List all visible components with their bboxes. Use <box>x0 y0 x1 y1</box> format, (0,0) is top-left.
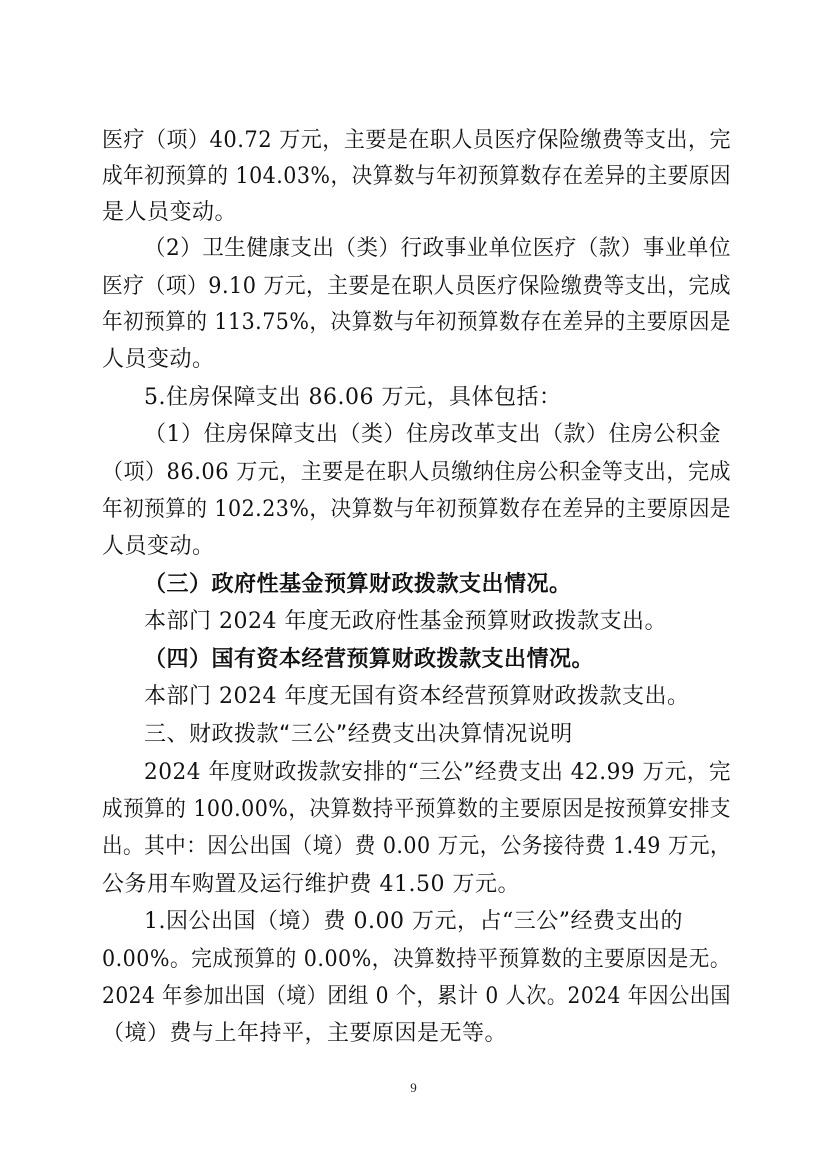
paragraph-line: 1.因公出国（境）费 0.00 万元，占“三公”经费支出的 <box>144 909 683 934</box>
paragraph-line: 成年初预算的 104.03%，决算数与年初预算数存在差异的主要原因 <box>102 164 732 189</box>
paragraph-line: （2）卫生健康支出（类）行政事业单位医疗（款）事业单位 <box>144 236 731 261</box>
paragraph-line: 本部门 2024 年度无政府性基金预算财政拨款支出。 <box>144 609 667 634</box>
paragraph-line: 年初预算的 102.23%，决算数与年初预算数存在差异的主要原因是 <box>102 497 732 522</box>
paragraph-line: 公务用车购置及运行维护费 41.50 万元。 <box>102 872 520 897</box>
paragraph-line: 年初预算的 113.75%，决算数与年初预算数存在差异的主要原因是 <box>102 310 732 335</box>
section-heading: 三、财政拨款“三公”经费支出决算情况说明 <box>144 722 573 747</box>
paragraph-line: 2024 年度财政拨款安排的“三公”经费支出 42.99 万元，完 <box>144 760 731 785</box>
paragraph-line: 本部门 2024 年度无国有资本经营预算财政拨款支出。 <box>144 684 690 709</box>
paragraph-line: 出。其中：因公出国（境）费 0.00 万元，公务接待费 1.49 万元， <box>102 834 732 859</box>
paragraph-line: 0.00%。完成预算的 0.00%，决算数持平预算数的主要原因是无。 <box>102 947 731 972</box>
page-number: 9 <box>410 1080 417 1095</box>
section-heading: （三）政府性基金预算财政拨款支出情况。 <box>144 572 572 597</box>
section-heading: （四）国有资本经营预算财政拨款支出情况。 <box>144 647 595 672</box>
paragraph-line: 人员变动。 <box>102 347 215 372</box>
paragraph-line: 2024 年参加出国（境）团组 0 个，累计 0 人次。2024 年因公出国 <box>102 984 731 1009</box>
paragraph-line: 医疗（项）9.10 万元，主要是在职人员医疗保险缴费等支出，完成 <box>102 274 732 299</box>
paragraph-line: （项）86.06 万元，主要是在职人员缴纳住房公积金等支出，完成 <box>102 460 731 485</box>
paragraph-line: 医疗（项）40.72 万元，主要是在职人员医疗保险缴费等支出，完 <box>102 128 731 153</box>
paragraph-line: 人员变动。 <box>102 534 215 559</box>
paragraph-line: （1）住房保障支出（类）住房改革支出（款）住房公积金 <box>144 422 721 447</box>
section-line: 5.住房保障支出 86.06 万元，具体包括： <box>144 385 562 410</box>
paragraph-line: 成预算的 100.00%，决算数持平预算数的主要原因是按预算安排支 <box>102 797 732 822</box>
paragraph-line: 是人员变动。 <box>102 200 238 225</box>
paragraph-line: （境）费与上年持平，主要原因是无等。 <box>102 1021 508 1046</box>
